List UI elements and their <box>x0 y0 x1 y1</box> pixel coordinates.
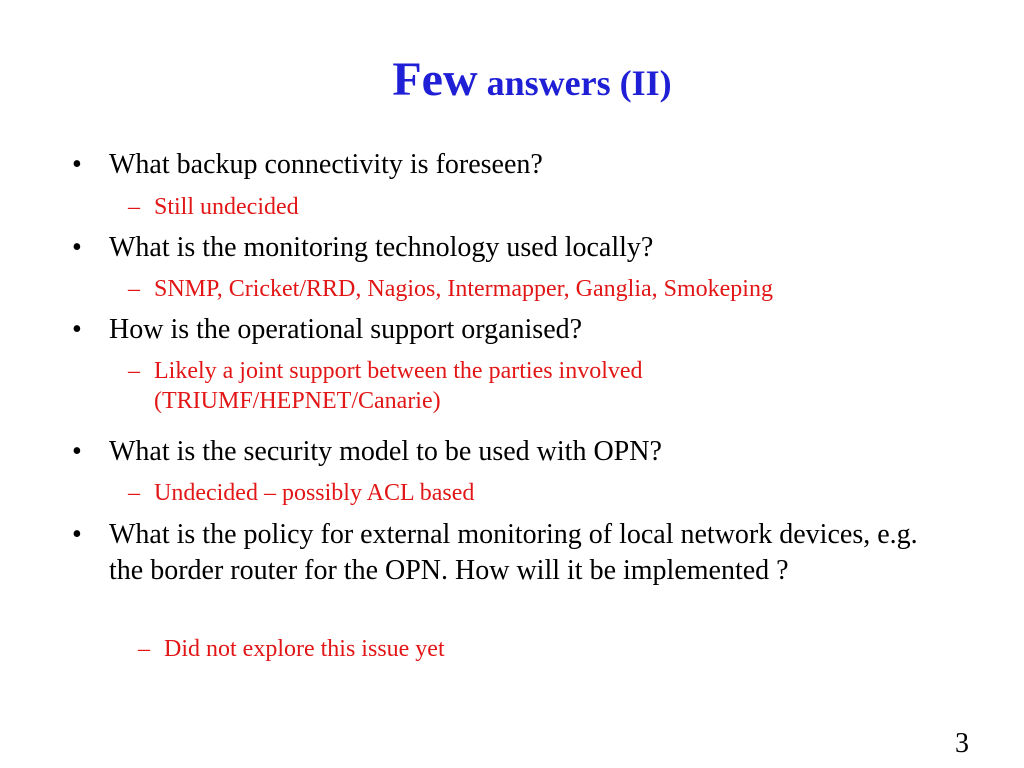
page-number: 3 <box>955 728 969 759</box>
answer-item-1 <box>128 192 928 222</box>
question-text-2: What is the monitoring technology used locally? <box>109 232 654 263</box>
question-text-4: What is the security model to be used with OPN? <box>109 436 662 467</box>
bullet-symbol: • <box>72 149 82 180</box>
answer-text-1: Still undecided <box>154 194 299 220</box>
bullet-item-5 <box>72 517 932 589</box>
answer-text-4: Undecided – possibly ACL based <box>154 480 475 506</box>
bullet-symbol: • <box>72 232 82 263</box>
dash-symbol: – <box>138 636 150 662</box>
bullet-item-4 <box>72 434 952 470</box>
bullet-symbol: • <box>72 519 82 550</box>
question-text-1: What backup connectivity is foreseen? <box>109 149 543 180</box>
answer-item-2 <box>128 274 928 304</box>
bullet-item-1 <box>72 147 952 183</box>
dash-symbol: – <box>128 276 140 302</box>
bullet-symbol: • <box>72 314 82 345</box>
title-part-2: answers (II) <box>477 63 672 103</box>
bullet-symbol: • <box>72 436 82 467</box>
dash-symbol: – <box>128 358 140 384</box>
answer-text-3: Likely a joint support between the parties involved (TRIUMF/HEPNET/Canarie) <box>154 358 643 414</box>
answer-text-5: Did not explore this issue yet <box>164 636 445 662</box>
title-part-1: Few <box>392 53 478 106</box>
answer-text-2: SNMP, Cricket/RRD, Nagios, Intermapper, Ganglia, Smokeping <box>154 276 773 302</box>
dash-symbol: – <box>128 480 140 506</box>
answer-item-3 <box>128 356 768 416</box>
bullet-item-2 <box>72 230 952 266</box>
bullet-item-3 <box>72 312 952 348</box>
dash-symbol: – <box>128 194 140 220</box>
question-text-5: What is the policy for external monitoring of local network devices, e.g. the border router for the OPN. How will it be implemented ? <box>109 519 918 586</box>
answer-item-5 <box>138 634 938 664</box>
question-text-3: How is the operational support organised? <box>109 314 583 345</box>
answer-item-4 <box>128 478 928 508</box>
slide-title <box>0 52 1024 107</box>
